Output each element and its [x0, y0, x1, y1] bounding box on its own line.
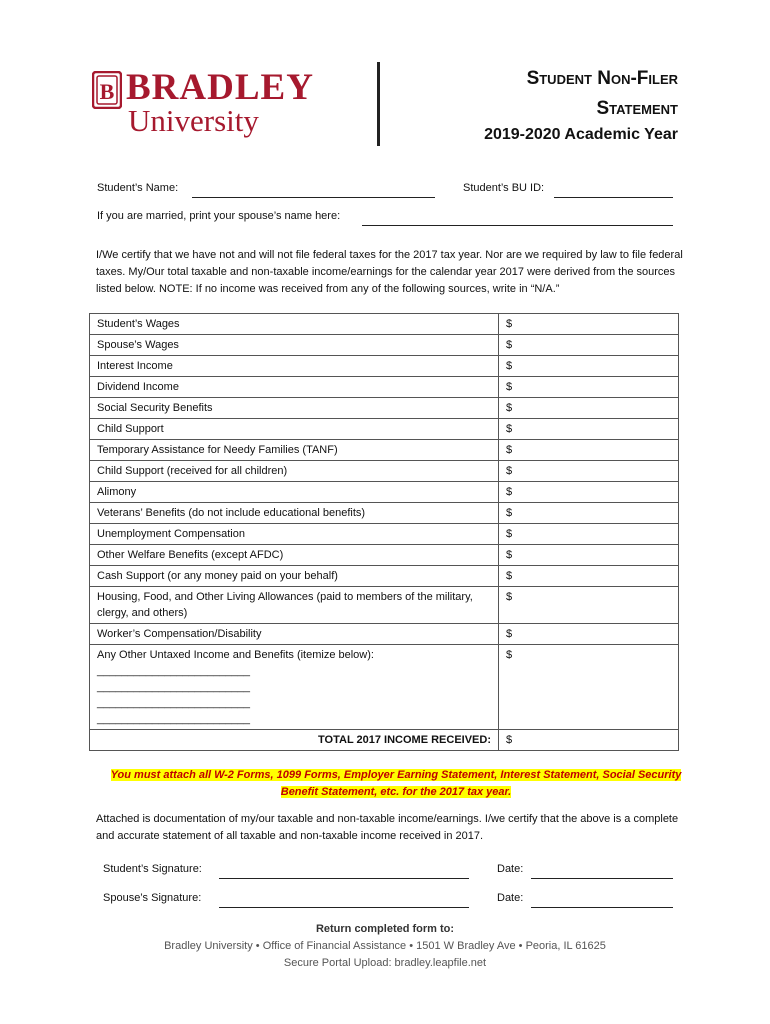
income-amount-field[interactable]: $	[499, 419, 679, 440]
bradley-b-mark-icon	[92, 71, 122, 109]
income-source-label	[90, 524, 499, 545]
footer	[0, 921, 770, 972]
student-date-field[interactable]	[531, 878, 673, 879]
student-name-label: Student’s Name:	[97, 182, 179, 194]
header-divider	[377, 62, 380, 146]
spouse-signature-label: Spouse’s Signature:	[103, 892, 202, 904]
income-source-text: Child Support	[97, 423, 164, 435]
income-amount-field[interactable]: $	[499, 335, 679, 356]
return-label: Return completed form to:	[315, 923, 455, 935]
income-amount-field[interactable]: $	[499, 645, 679, 730]
income-row	[90, 503, 679, 524]
income-row	[90, 377, 679, 398]
income-source-text: Dividend Income	[97, 381, 179, 393]
income-amount-field[interactable]: $	[499, 624, 679, 645]
income-source-text: Spouse’s Wages	[97, 339, 179, 351]
spouse-date-field[interactable]	[531, 907, 673, 908]
form-title-line1: Student Non-Filer	[526, 68, 678, 89]
certification-text: I/We certify that we have not and will not file federal taxes for the 2017 tax year. Nor are we required by law to file federal taxes. My/Our total taxable and non-taxable income/earnings for the calendar year 2017 were derived from the sources listed below. NOTE: If no income was received from any of the following sources, write in “N/A.”	[96, 249, 683, 295]
income-row	[90, 398, 679, 419]
income-source-label	[90, 545, 499, 566]
income-source-text: Student’s Wages	[97, 318, 180, 330]
income-amount-field[interactable]: $	[499, 524, 679, 545]
attachment-notice	[110, 767, 682, 801]
income-row	[90, 524, 679, 545]
income-source-label	[90, 645, 499, 730]
income-amount-field[interactable]: $	[499, 482, 679, 503]
income-row	[90, 566, 679, 587]
income-source-label	[90, 503, 499, 524]
income-source-text: Any Other Untaxed Income and Benefits (itemize below):	[97, 649, 374, 661]
logo-wordmark: BRADLEY	[126, 67, 314, 108]
student-id-field[interactable]	[554, 197, 673, 198]
income-amount-field[interactable]: $	[499, 314, 679, 335]
income-source-text: Alimony	[97, 486, 137, 498]
attestation-text: Attached is documentation of my/our taxable and non-taxable income/earnings. I/we certify that the above is a complete and accurate statement of all taxable and non-taxable income received in 2017.	[96, 813, 679, 842]
income-amount-field[interactable]: $	[499, 566, 679, 587]
income-source-text: Unemployment Compensation	[97, 528, 245, 540]
income-source-text: Social Security Benefits	[97, 402, 213, 414]
student-id-label: Student’s BU ID:	[463, 182, 545, 194]
income-source-text: Cash Support (or any money paid on your behalf)	[97, 570, 338, 582]
income-amount-field[interactable]: $	[499, 398, 679, 419]
spouse-signature-field[interactable]	[219, 907, 469, 908]
income-row	[90, 335, 679, 356]
form-title-line2: Statement	[596, 98, 678, 119]
income-row	[90, 545, 679, 566]
income-amount-field[interactable]: $	[499, 461, 679, 482]
student-name-field[interactable]	[192, 197, 435, 198]
income-row	[90, 645, 679, 730]
total-row	[90, 730, 679, 751]
itemize-line[interactable]: _________________________	[97, 697, 250, 709]
income-amount-field[interactable]: $	[499, 440, 679, 461]
spouse-date-label: Date:	[497, 892, 524, 904]
income-amount-field[interactable]: $	[499, 356, 679, 377]
income-row	[90, 624, 679, 645]
income-source-label	[90, 419, 499, 440]
income-row	[90, 419, 679, 440]
itemize-line[interactable]: _________________________	[97, 713, 250, 725]
income-source-text: Child Support (received for all children)	[97, 465, 288, 477]
income-amount-field[interactable]: $	[499, 587, 679, 624]
student-date-label: Date:	[497, 863, 524, 875]
income-row	[90, 587, 679, 624]
income-row	[90, 356, 679, 377]
income-row	[90, 440, 679, 461]
student-signature-label: Student’s Signature:	[103, 863, 202, 875]
income-row	[90, 461, 679, 482]
income-source-text: Temporary Assistance for Needy Families (TANF)	[97, 444, 338, 456]
income-source-label	[90, 461, 499, 482]
spouse-name-label: If you are married, print your spouse’s name here:	[97, 210, 341, 222]
income-source-text: Worker’s Compensation/Disability	[97, 628, 262, 640]
total-income-label: TOTAL 2017 INCOME RECEIVED:	[90, 730, 499, 751]
academic-year: 2019-2020 Academic Year	[484, 126, 678, 143]
student-signature-field[interactable]	[219, 878, 469, 879]
income-source-label	[90, 314, 499, 335]
income-amount-field[interactable]: $	[499, 377, 679, 398]
itemize-line[interactable]: _________________________	[97, 665, 250, 677]
office-address: Bradley University • Office of Financial Assistance • 1501 W Bradley Ave • Peoria, IL 61625	[164, 940, 606, 952]
income-source-text: Housing, Food, and Other Living Allowances (paid to members of the military, clergy, and others)	[97, 591, 473, 619]
income-source-text: Other Welfare Benefits (except AFDC)	[97, 549, 284, 561]
income-source-label	[90, 587, 499, 624]
income-row	[90, 314, 679, 335]
attachment-notice-text: You must attach all W-2 Forms, 1099 Forms, Employer Earning Statement, Interest Statement, Social Security Benefit Statement, etc. for the 2017 tax year.	[110, 769, 682, 798]
income-source-label	[90, 398, 499, 419]
income-source-label	[90, 335, 499, 356]
secure-portal-link[interactable]: Secure Portal Upload: bradley.leapfile.net	[283, 957, 487, 969]
income-source-label	[90, 482, 499, 503]
income-source-label	[90, 566, 499, 587]
income-amount-field[interactable]: $	[499, 545, 679, 566]
income-table	[89, 313, 679, 751]
itemize-line[interactable]: _________________________	[97, 681, 250, 693]
total-income-field[interactable]: $	[499, 730, 679, 751]
svg-text:B: B	[99, 79, 115, 104]
income-row	[90, 482, 679, 503]
income-source-label	[90, 440, 499, 461]
income-source-text: Interest Income	[97, 360, 173, 372]
income-source-label	[90, 377, 499, 398]
logo-subtitle: University	[128, 103, 259, 138]
spouse-name-field[interactable]	[362, 225, 673, 226]
income-source-label	[90, 624, 499, 645]
income-source-text: Veterans’ Benefits (do not include educational benefits)	[97, 507, 366, 519]
income-source-label	[90, 356, 499, 377]
income-amount-field[interactable]: $	[499, 503, 679, 524]
bradley-university-logo	[92, 67, 314, 140]
